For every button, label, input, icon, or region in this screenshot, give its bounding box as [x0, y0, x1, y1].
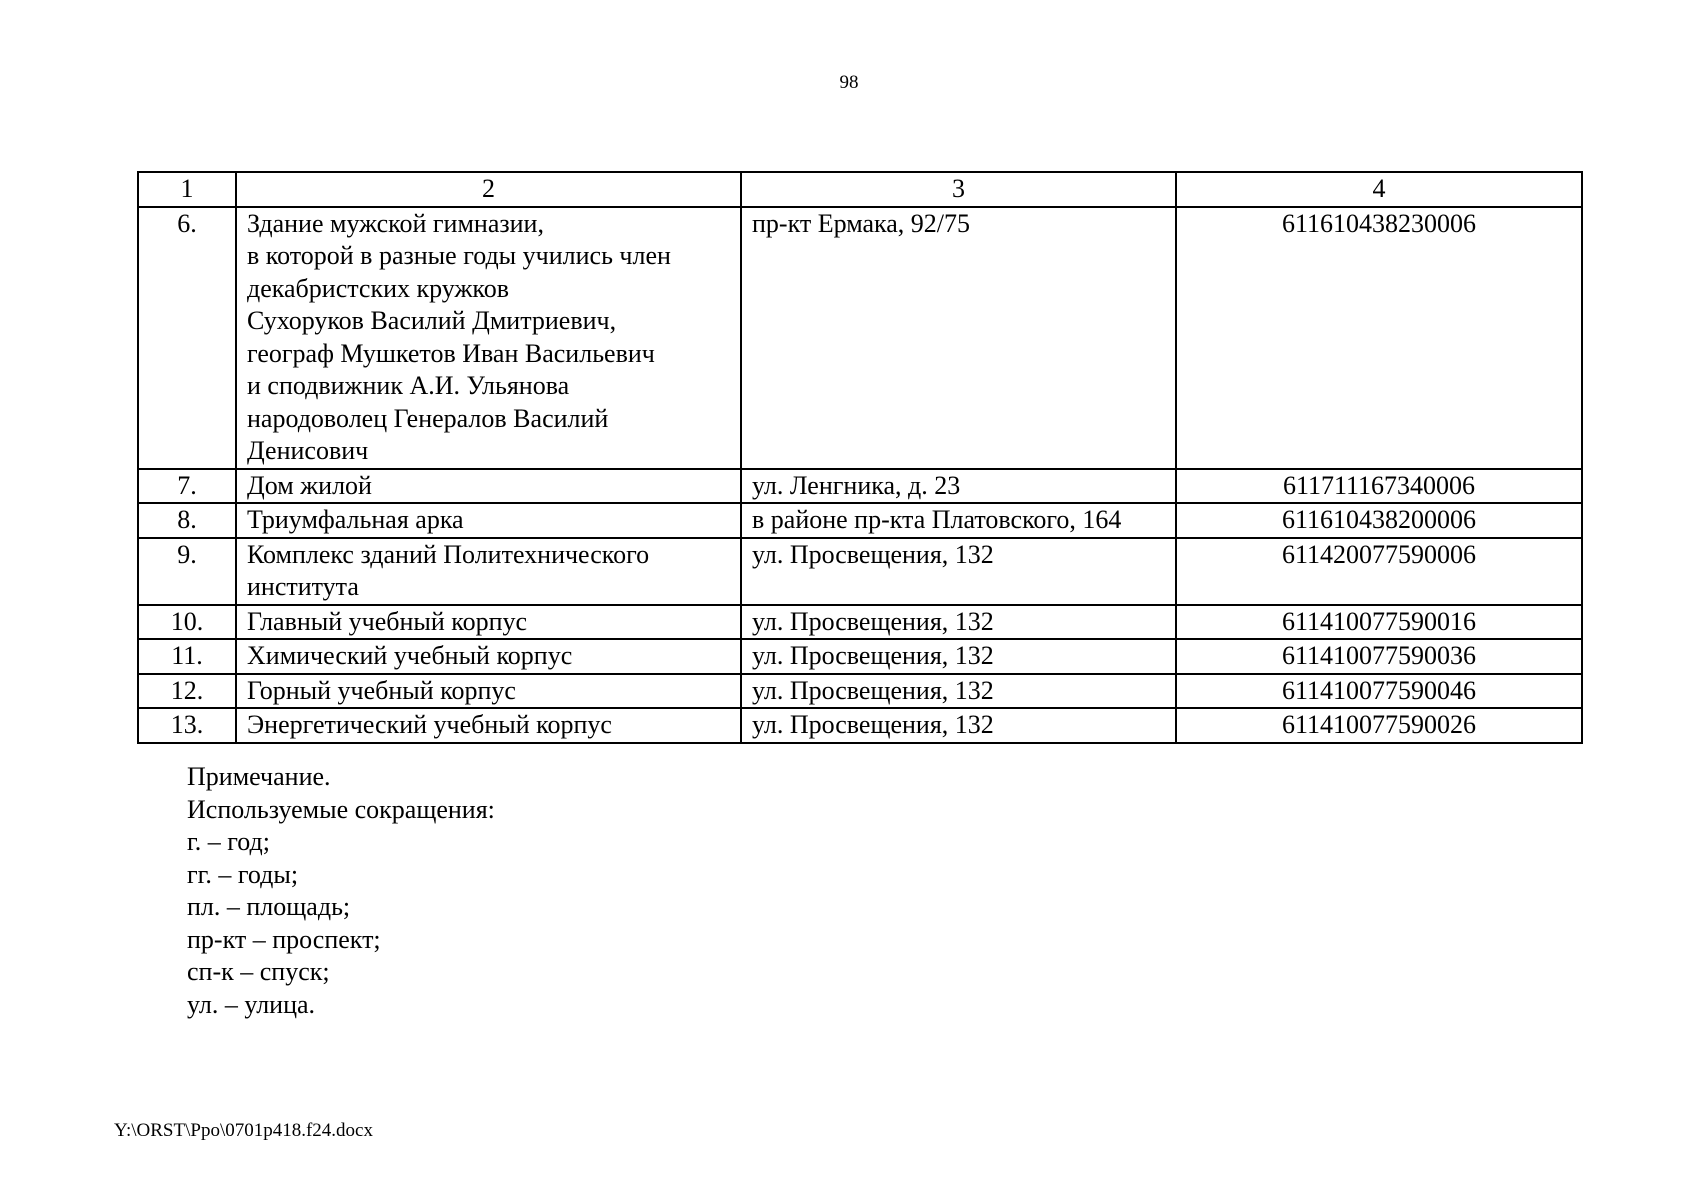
- row-number: 11.: [138, 639, 236, 674]
- row-number: 7.: [138, 469, 236, 504]
- table-row: [138, 639, 1582, 674]
- monuments-table: [137, 171, 1583, 744]
- page-number: 98: [839, 72, 859, 93]
- row-number: 9.: [138, 538, 236, 605]
- table-row: [138, 605, 1582, 640]
- registry-code: 611410077590036: [1176, 639, 1582, 674]
- registry-code: 611610438200006: [1176, 503, 1582, 538]
- note-subtitle: Используемые сокращения:: [187, 794, 495, 824]
- abbreviation-item: гг. – годы;: [187, 859, 299, 889]
- registry-code: 611410077590026: [1176, 708, 1582, 743]
- table-row: [138, 674, 1582, 709]
- abbreviations-note: [187, 761, 495, 1021]
- object-name: Комплекс зданий Политехнического института: [236, 538, 741, 605]
- abbreviation-item: сп-к – спуск;: [187, 957, 330, 986]
- object-address: ул. Просвещения, 132: [741, 674, 1176, 709]
- object-name: Энергетический учебный корпус: [236, 708, 741, 743]
- registry-code: 611610438230006: [1176, 207, 1582, 469]
- row-number: 8.: [138, 503, 236, 538]
- registry-code: 611410077590046: [1176, 674, 1582, 709]
- table-header-row: [138, 172, 1582, 207]
- object-address: ул. Просвещения, 132: [741, 538, 1176, 605]
- object-address: пр-кт Ермака, 92/75: [741, 207, 1176, 469]
- table-row: [138, 207, 1582, 469]
- note-title: Примечание.: [187, 762, 331, 791]
- abbreviation-item: пр-кт – проспект;: [187, 924, 381, 954]
- table-row: [138, 503, 1582, 538]
- column-header: 2: [236, 172, 741, 207]
- row-number: 13.: [138, 708, 236, 743]
- table-row: [138, 538, 1582, 605]
- object-address: ул. Просвещения, 132: [741, 605, 1176, 640]
- object-address: ул. Просвещения, 132: [741, 708, 1176, 743]
- object-name: Здание мужской гимназии, в которой в разные годы учились член декабристских кружков Сухоруков Василий Дмитриевич, географ Мушкетов Иван Васильевич и сподвижник А.И. Ульянова народоволец Генералов Василий Денисович: [236, 207, 741, 469]
- abbreviation-item: ул. – улица.: [187, 989, 316, 1019]
- column-header: 1: [138, 172, 236, 207]
- object-address: в районе пр-кта Платовского, 164: [741, 503, 1176, 538]
- column-header: 4: [1176, 172, 1582, 207]
- object-address: ул. Просвещения, 132: [741, 639, 1176, 674]
- abbreviation-item: г. – год;: [187, 827, 270, 856]
- object-name: Химический учебный корпус: [236, 639, 741, 674]
- document-file-path: Y:\ORST\Ppo\0701p418.f24.docx: [114, 1120, 373, 1141]
- abbreviation-item: пл. – площадь;: [187, 892, 351, 921]
- object-name: Дом жилой: [236, 469, 741, 504]
- table-row: [138, 708, 1582, 743]
- row-number: 10.: [138, 605, 236, 640]
- object-name: Горный учебный корпус: [236, 674, 741, 709]
- row-number: 12.: [138, 674, 236, 709]
- registry-code: 611711167340006: [1176, 469, 1582, 504]
- row-number: 6.: [138, 207, 236, 469]
- object-name: Главный учебный корпус: [236, 605, 741, 640]
- object-address: ул. Ленгника, д. 23: [741, 469, 1176, 504]
- column-header: 3: [741, 172, 1176, 207]
- registry-code: 611420077590006: [1176, 538, 1582, 605]
- object-name: Триумфальная арка: [236, 503, 741, 538]
- table-row: [138, 469, 1582, 504]
- registry-code: 611410077590016: [1176, 605, 1582, 640]
